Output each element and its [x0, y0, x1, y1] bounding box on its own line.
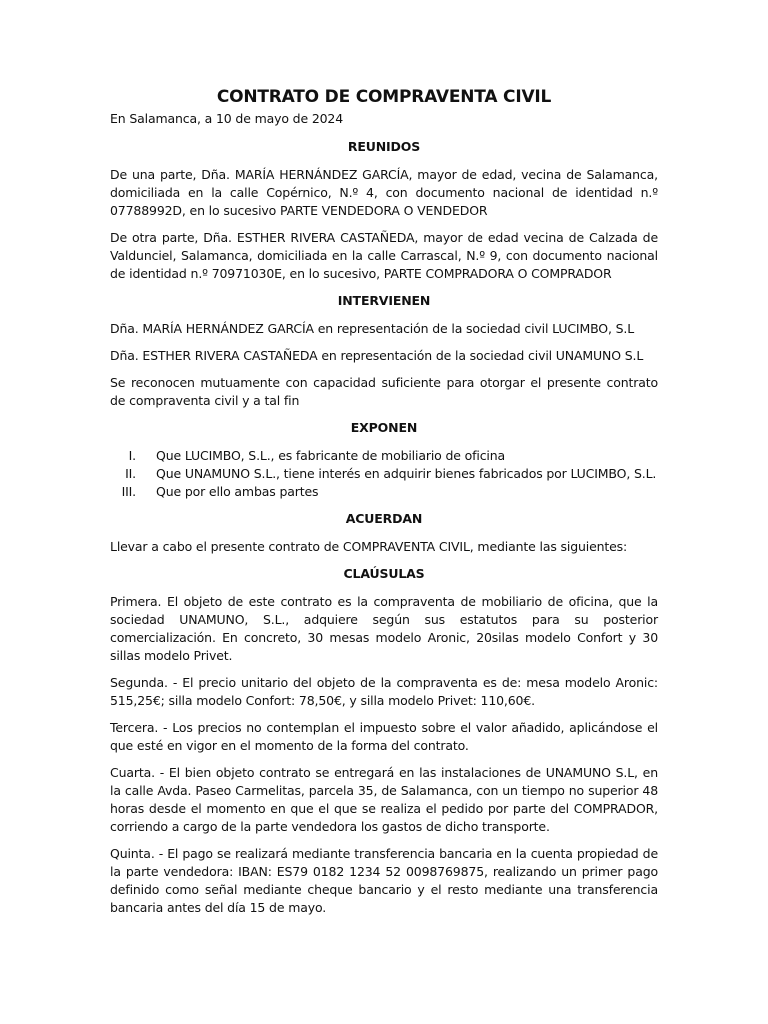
- clause-quinta: Quinta. - El pago se realizará mediante transferencia bancaria en la cuenta propiedad de la parte vendedora: IBAN: ES79 0182 1234 52 0098769875, realizando un primer pago definido como señal mediante cheque bancario y el resto mediante una transferencia bancaria antes del día 15 de mayo.: [110, 846, 658, 915]
- list-item-number: III.: [121, 484, 136, 499]
- document-title: CONTRATO DE COMPRAVENTA CIVIL: [216, 87, 552, 107]
- heading-acuerdan: ACUERDAN: [345, 511, 423, 526]
- paragraph-seller: De una parte, Dña. MARÍA HERNÁNDEZ GARCÍA, mayor de edad, vecina de Salamanca, domiciliada en la calle Copérnico, N.º 4, con documento nacional de identidad n.º 07788992D, en lo sucesivo PARTE VENDEDORA O VENDEDOR: [110, 167, 658, 218]
- place-date: En Salamanca, a 10 de mayo de 2024: [110, 111, 344, 126]
- clause-tercera: Tercera. - Los precios no contemplan el impuesto sobre el valor añadido, aplicándose el que esté en vigor en el momento de la forma del contrato.: [110, 720, 658, 753]
- list-item-number: I.: [128, 448, 136, 463]
- exponen-list: [110, 447, 658, 501]
- capacity-statement: Se reconocen mutuamente con capacidad suficiente para otorgar el presente contrato de compraventa civil y a tal fin: [110, 375, 658, 408]
- heading-exponen: EXPONEN: [350, 420, 418, 435]
- heading-clausulas: CLAÚSULAS: [343, 566, 425, 581]
- list-item-text: Que UNAMUNO S.L., tiene interés en adquirir bienes fabricados por LUCIMBO, S.L.: [156, 466, 657, 481]
- clause-segunda: Segunda. - El precio unitario del objeto de la compraventa es de: mesa modelo Aronic: 515,25€; silla modelo Confort: 78,50€, y silla modelo Privet: 110,60€.: [110, 675, 658, 708]
- list-item: [110, 483, 658, 501]
- list-item: [110, 465, 658, 483]
- clause-cuarta: Cuarta. - El bien objeto contrato se entregará en las instalaciones de UNAMUNO S.L, en la calle Avda. Paseo Carmelitas, parcela 35, de Salamanca, con un tiempo no superior 48 horas desde el momento en que el que se realiza el pedido por parte del COMPRADOR, corriendo a cargo de la parte vendedora los gastos de dicho transporte.: [110, 765, 658, 834]
- acuerdan-text: Llevar a cabo el presente contrato de COMPRAVENTA CIVIL, mediante las siguientes:: [110, 539, 628, 554]
- representation-seller: Dña. MARÍA HERNÁNDEZ GARCÍA en representación de la sociedad civil LUCIMBO, S.L: [110, 321, 635, 336]
- contract-page: [110, 86, 658, 926]
- heading-reunidos: REUNIDOS: [347, 139, 421, 154]
- heading-intervienen: INTERVIENEN: [337, 293, 431, 308]
- list-item-text: Que por ello ambas partes: [156, 484, 319, 499]
- list-item-text: Que LUCIMBO, S.L., es fabricante de mobiliario de oficina: [156, 448, 506, 463]
- list-item: [110, 447, 658, 465]
- representation-buyer: Dña. ESTHER RIVERA CASTAÑEDA en representación de la sociedad civil UNAMUNO S.L: [110, 348, 644, 363]
- list-item-number: II.: [125, 466, 136, 481]
- clause-primera: Primera. El objeto de este contrato es la compraventa de mobiliario de oficina, que la sociedad UNAMUNO, S.L., adquiere según sus estatutos para su posterior comercialización. En concreto, 30 mesas modelo Aronic, 20silas modelo Confort y 30 sillas modelo Privet.: [110, 594, 658, 663]
- paragraph-buyer: De otra parte, Dña. ESTHER RIVERA CASTAÑEDA, mayor de edad vecina de Calzada de Valdunciel, Salamanca, domiciliada en la calle Carrascal, N.º 9, con documento nacional de identidad n.º 70971030E, en lo sucesivo, PARTE COMPRADORA O COMPRADOR: [110, 230, 658, 281]
